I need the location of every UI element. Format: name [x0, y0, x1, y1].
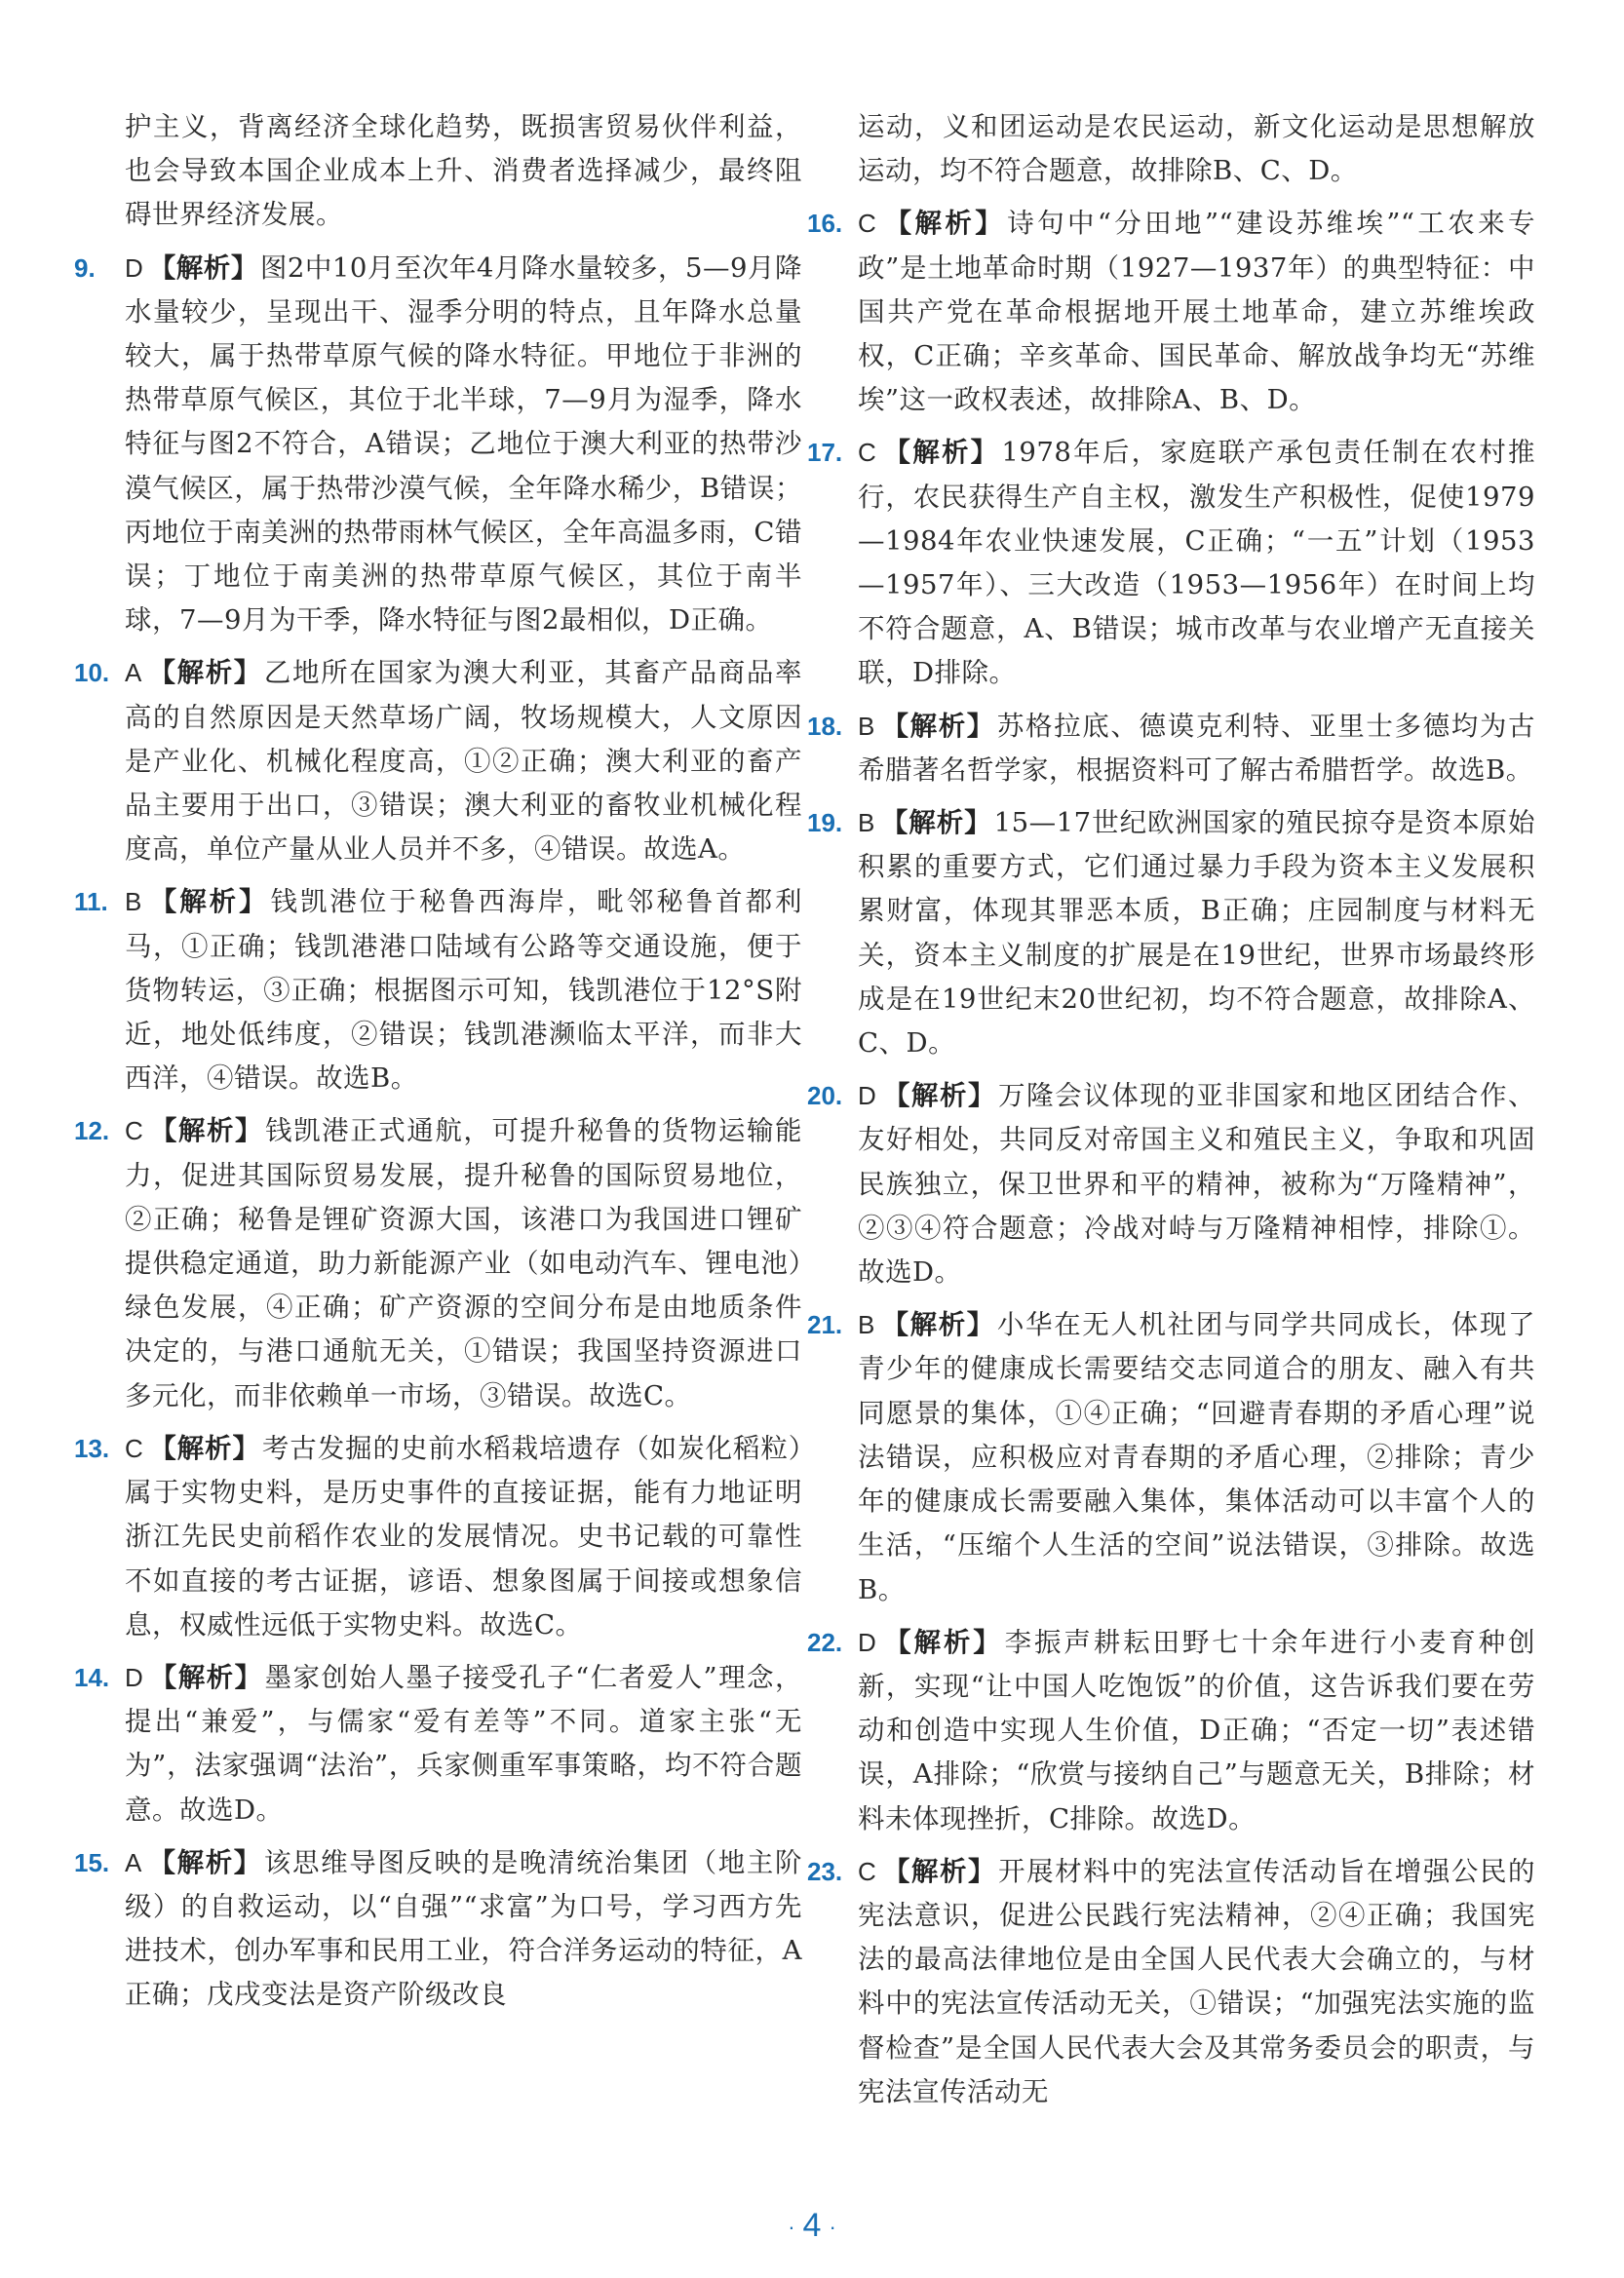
answer-item: [74, 247, 803, 643]
continuation-text: 护主义，背离经济全球化趋势，既损害贸易伙伴利益，也会导致本国企业成本上升、消费者选择减少，最终阻碍世界经济发展。: [125, 111, 802, 231]
answer-letter: B: [858, 1310, 875, 1340]
analysis-tag: 【解析】: [881, 208, 1006, 240]
analysis-text: 图2中10月至次年4月降水量较多，5—9月降水量较少，呈现出干、湿季分明的特点，且年降水总量较大，属于热带草原气候的降水特征。甲地位于非洲的热带草原气候区，其位于北半球，7—9月为湿季，降水特征与图2不符合，A错误；乙地位于澳大利亚的热带沙漠气候区，属于热带沙漠气候，全年降水稀少，B错误；丙地位于南美洲的热带雨林气候区，全年高温多雨，C错误；丁地位于南美洲的热带草原气候区，其位于南半球，7—9月为干季，降水特征与图2最相似，D正确。: [125, 251, 803, 637]
analysis-tag: 【解析】: [880, 710, 995, 742]
analysis-tag: 【解析】: [147, 886, 269, 918]
answer-item: [807, 1303, 1535, 1611]
right-column: [807, 105, 1536, 2123]
question-number: 17.: [807, 438, 843, 468]
question-number: 11.: [74, 887, 108, 917]
answer-letter: A: [125, 1847, 142, 1877]
answer-item: [807, 801, 1536, 1065]
question-number: 13.: [74, 1433, 110, 1463]
page-number-text: 4: [802, 2207, 822, 2244]
analysis-text: 诗句中“分田地”“建设苏维埃”“工农来专政”是土地革命时期（1927—1937年）的典型特征：中国共产党在革命根据地开展土地革命，建立苏维埃政权，C正确；辛亥革命、国民革命、解放战争均无“苏维埃”这一政权表述，故排除A、B、D。: [858, 208, 1536, 416]
answer-item: [807, 1621, 1536, 1841]
answer-letter: B: [858, 808, 875, 838]
answer-item: [74, 1841, 802, 2018]
analysis-tag: 【解析】: [147, 1846, 262, 1878]
answer-item: [74, 1427, 802, 1647]
analysis-text: 万隆会议体现的亚非国家和地区团结合作、友好相处，共同反对帝国主义和殖民主义，争取和巩固民族独立，保卫世界和平的精神，被称为“万隆精神”，②③④符合题意；冷战对峙与万隆精神相悖，排除①。故选D。: [858, 1080, 1535, 1289]
question-number: 10.: [74, 658, 110, 688]
answer-letter: B: [125, 887, 142, 917]
analysis-text: 15—17世纪欧洲国家的殖民掠夺是资本原始积累的重要方式，它们通过暴力手段为资本主义发展积累财富，体现其罪恶本质，B正确；庄园制度与材料无关，资本主义制度的扩展是在19世纪，世界市场最终形成是在19世纪末20世纪初，均不符合题意，故排除A、C、D。: [858, 807, 1536, 1060]
analysis-text: 苏格拉底、德谟克利特、亚里士多德均为古希腊著名哲学家，根据资料可了解古希腊哲学。故选B。: [858, 710, 1535, 786]
answer-item: [807, 1074, 1535, 1294]
analysis-text: 乙地所在国家为澳大利亚，其畜产品商品率高的自然原因是天然草场广阔，牧场规模大，人文原因是产业化、机械化程度高，①②正确；澳大利亚的畜产品主要用于出口，③错误；澳大利亚的畜牧业机械化程度高，单位产量从业人员并不多，④错误。故选A。: [125, 657, 802, 866]
analysis-tag: 【解析】: [881, 1080, 997, 1112]
answer-letter: D: [858, 1081, 876, 1111]
question-number: 18.: [807, 711, 843, 741]
analysis-tag: 【解析】: [148, 1115, 264, 1147]
left-column: [74, 105, 803, 2027]
answer-letter: C: [858, 438, 876, 468]
answer-item: [807, 705, 1535, 792]
analysis-tag: 【解析】: [148, 1661, 263, 1693]
analysis-tag: 【解析】: [881, 1855, 997, 1887]
answer-item: [74, 1656, 802, 1833]
continuation-paragraph: [125, 105, 802, 238]
analysis-tag: 【解析】: [148, 1432, 260, 1464]
analysis-tag: 【解析】: [880, 1309, 995, 1341]
analysis-text: 考古发掘的史前水稻栽培遗存（如炭化稻粒）属于实物史料，是历史事件的直接证据，能有力地证明浙江先民史前稻作农业的发展情况。史书记载的可靠性不如直接的考古证据，谚语、想象图属于间接或想象信息，权威性远低于实物史料。故选C。: [125, 1432, 802, 1641]
question-number: 15.: [74, 1847, 110, 1877]
question-number: 22.: [807, 1627, 843, 1657]
analysis-text: 钱凯港位于秘鲁西海岸，毗邻秘鲁首都利马，①正确；钱凯港港口陆域有公路等交通设施，便于货物转运，③正确；根据图示可知，钱凯港位于12°S附近，地处低纬度，②错误；钱凯港濒临太平洋，而非大西洋，④错误。故选B。: [125, 886, 803, 1095]
answer-letter: A: [125, 658, 142, 688]
answer-letter: C: [858, 1856, 876, 1886]
answer-item: [74, 880, 803, 1100]
analysis-tag: 【解析】: [881, 437, 1000, 469]
question-number: 9.: [74, 252, 96, 283]
analysis-tag: 【解析】: [881, 1626, 1003, 1658]
question-number: 12.: [74, 1116, 110, 1146]
analysis-text: 李振声耕耘田野七十余年进行小麦育种创新，实现“让中国人吃饱饭”的价值，这告诉我们要在劳动和创造中实现人生价值，D正确；“否定一切”表述错误，A排除；“欣赏与接纳自己”与题意无关，B排除；材料未体现挫折，C排除。故选D。: [858, 1626, 1536, 1834]
question-number: 21.: [807, 1310, 843, 1340]
page-dot-right: ·: [829, 2215, 836, 2240]
answer-item: [807, 202, 1536, 422]
answer-item: [807, 431, 1536, 695]
answer-item: [74, 1109, 802, 1417]
analysis-text: 钱凯港正式通航，可提升秘鲁的货物运输能力，促进其国际贸易发展，提升秘鲁的国际贸易地位，②正确；秘鲁是锂矿资源大国，该港口为我国进口锂矿提供稳定通道，助力新能源产业（如电动汽车、锂电池）绿色发展，④正确；矿产资源的空间分布是由地质条件决定的，与港口通航无关，①错误；我国坚持资源进口多元化，而非依赖单一市场，③错误。故选C。: [125, 1115, 802, 1411]
analysis-text: 1978年后，家庭联产承包责任制在农村推行，农民获得生产自主权，激发生产积极性，促使1979—1984年农业快速发展，C正确；“一五”计划（1953—1957年）、三大改造（1953—1956年）在时间上均不符合题意，A、B错误；城市改革与农业增产无直接关联，D排除。: [858, 437, 1536, 689]
answer-letter: B: [858, 711, 875, 741]
answer-letter: C: [125, 1116, 143, 1146]
analysis-tag: 【解析】: [147, 657, 262, 689]
continuation-text: 运动，义和团运动是农民运动，新文化运动是思想解放运动，均不符合题意，故排除B、C、D。: [858, 111, 1535, 187]
question-number: 23.: [807, 1856, 843, 1886]
analysis-text: 该思维导图反映的是晚清统治集团（地主阶级）的自救运动，以“自强”“求富”为口号，学习西方先进技术，创办军事和民用工业，符合洋务运动的特征，A正确；戊戌变法是资产阶级改良: [125, 1846, 802, 2011]
question-number: 14.: [74, 1662, 110, 1692]
continuation-paragraph: [858, 105, 1535, 193]
page-number: [0, 2207, 1624, 2245]
answer-letter: C: [858, 209, 876, 239]
answer-letter: D: [125, 1662, 143, 1692]
analysis-tag: 【解析】: [880, 807, 992, 839]
page-dot-left: ·: [788, 2215, 795, 2240]
analysis-text: 墨家创始人墨子接受孔子“仁者爱人”理念，提出“兼爱”，与儒家“爱有差等”不同。道家主张“无为”，法家强调“法治”，兵家侧重军事策略，均不符合题意。故选D。: [125, 1661, 802, 1826]
analysis-text: 小华在无人机社团与同学共同成长，体现了青少年的健康成长需要结交志同道合的朋友、融入有共同愿景的集体，①④正确；“回避青春期的矛盾心理”说法错误，应积极应对青春期的矛盾心理，②排除；青少年的健康成长需要融入集体，集体活动可以丰富个人的生活，“压缩个人生活的空间”说法错误，③排除。故选B。: [858, 1309, 1535, 1605]
question-number: 20.: [807, 1081, 843, 1111]
answer-item: [807, 1850, 1535, 2114]
analysis-tag: 【解析】: [148, 251, 258, 284]
answer-letter: D: [125, 252, 143, 283]
analysis-text: 开展材料中的宪法宣传活动旨在增强公民的宪法意识，促进公民践行宪法精神，②④正确；我国宪法的最高法律地位是由全国人民代表大会确立的，与材料中的宪法宣传活动无关，①错误；“加强宪法实施的监督检查”是全国人民代表大会及其常务委员会的职责，与宪法宣传活动无: [858, 1855, 1535, 2107]
question-number: 19.: [807, 808, 843, 838]
answer-item: [74, 651, 802, 871]
answer-letter: C: [125, 1433, 143, 1463]
answer-letter: D: [858, 1627, 876, 1657]
question-number: 16.: [807, 209, 843, 239]
